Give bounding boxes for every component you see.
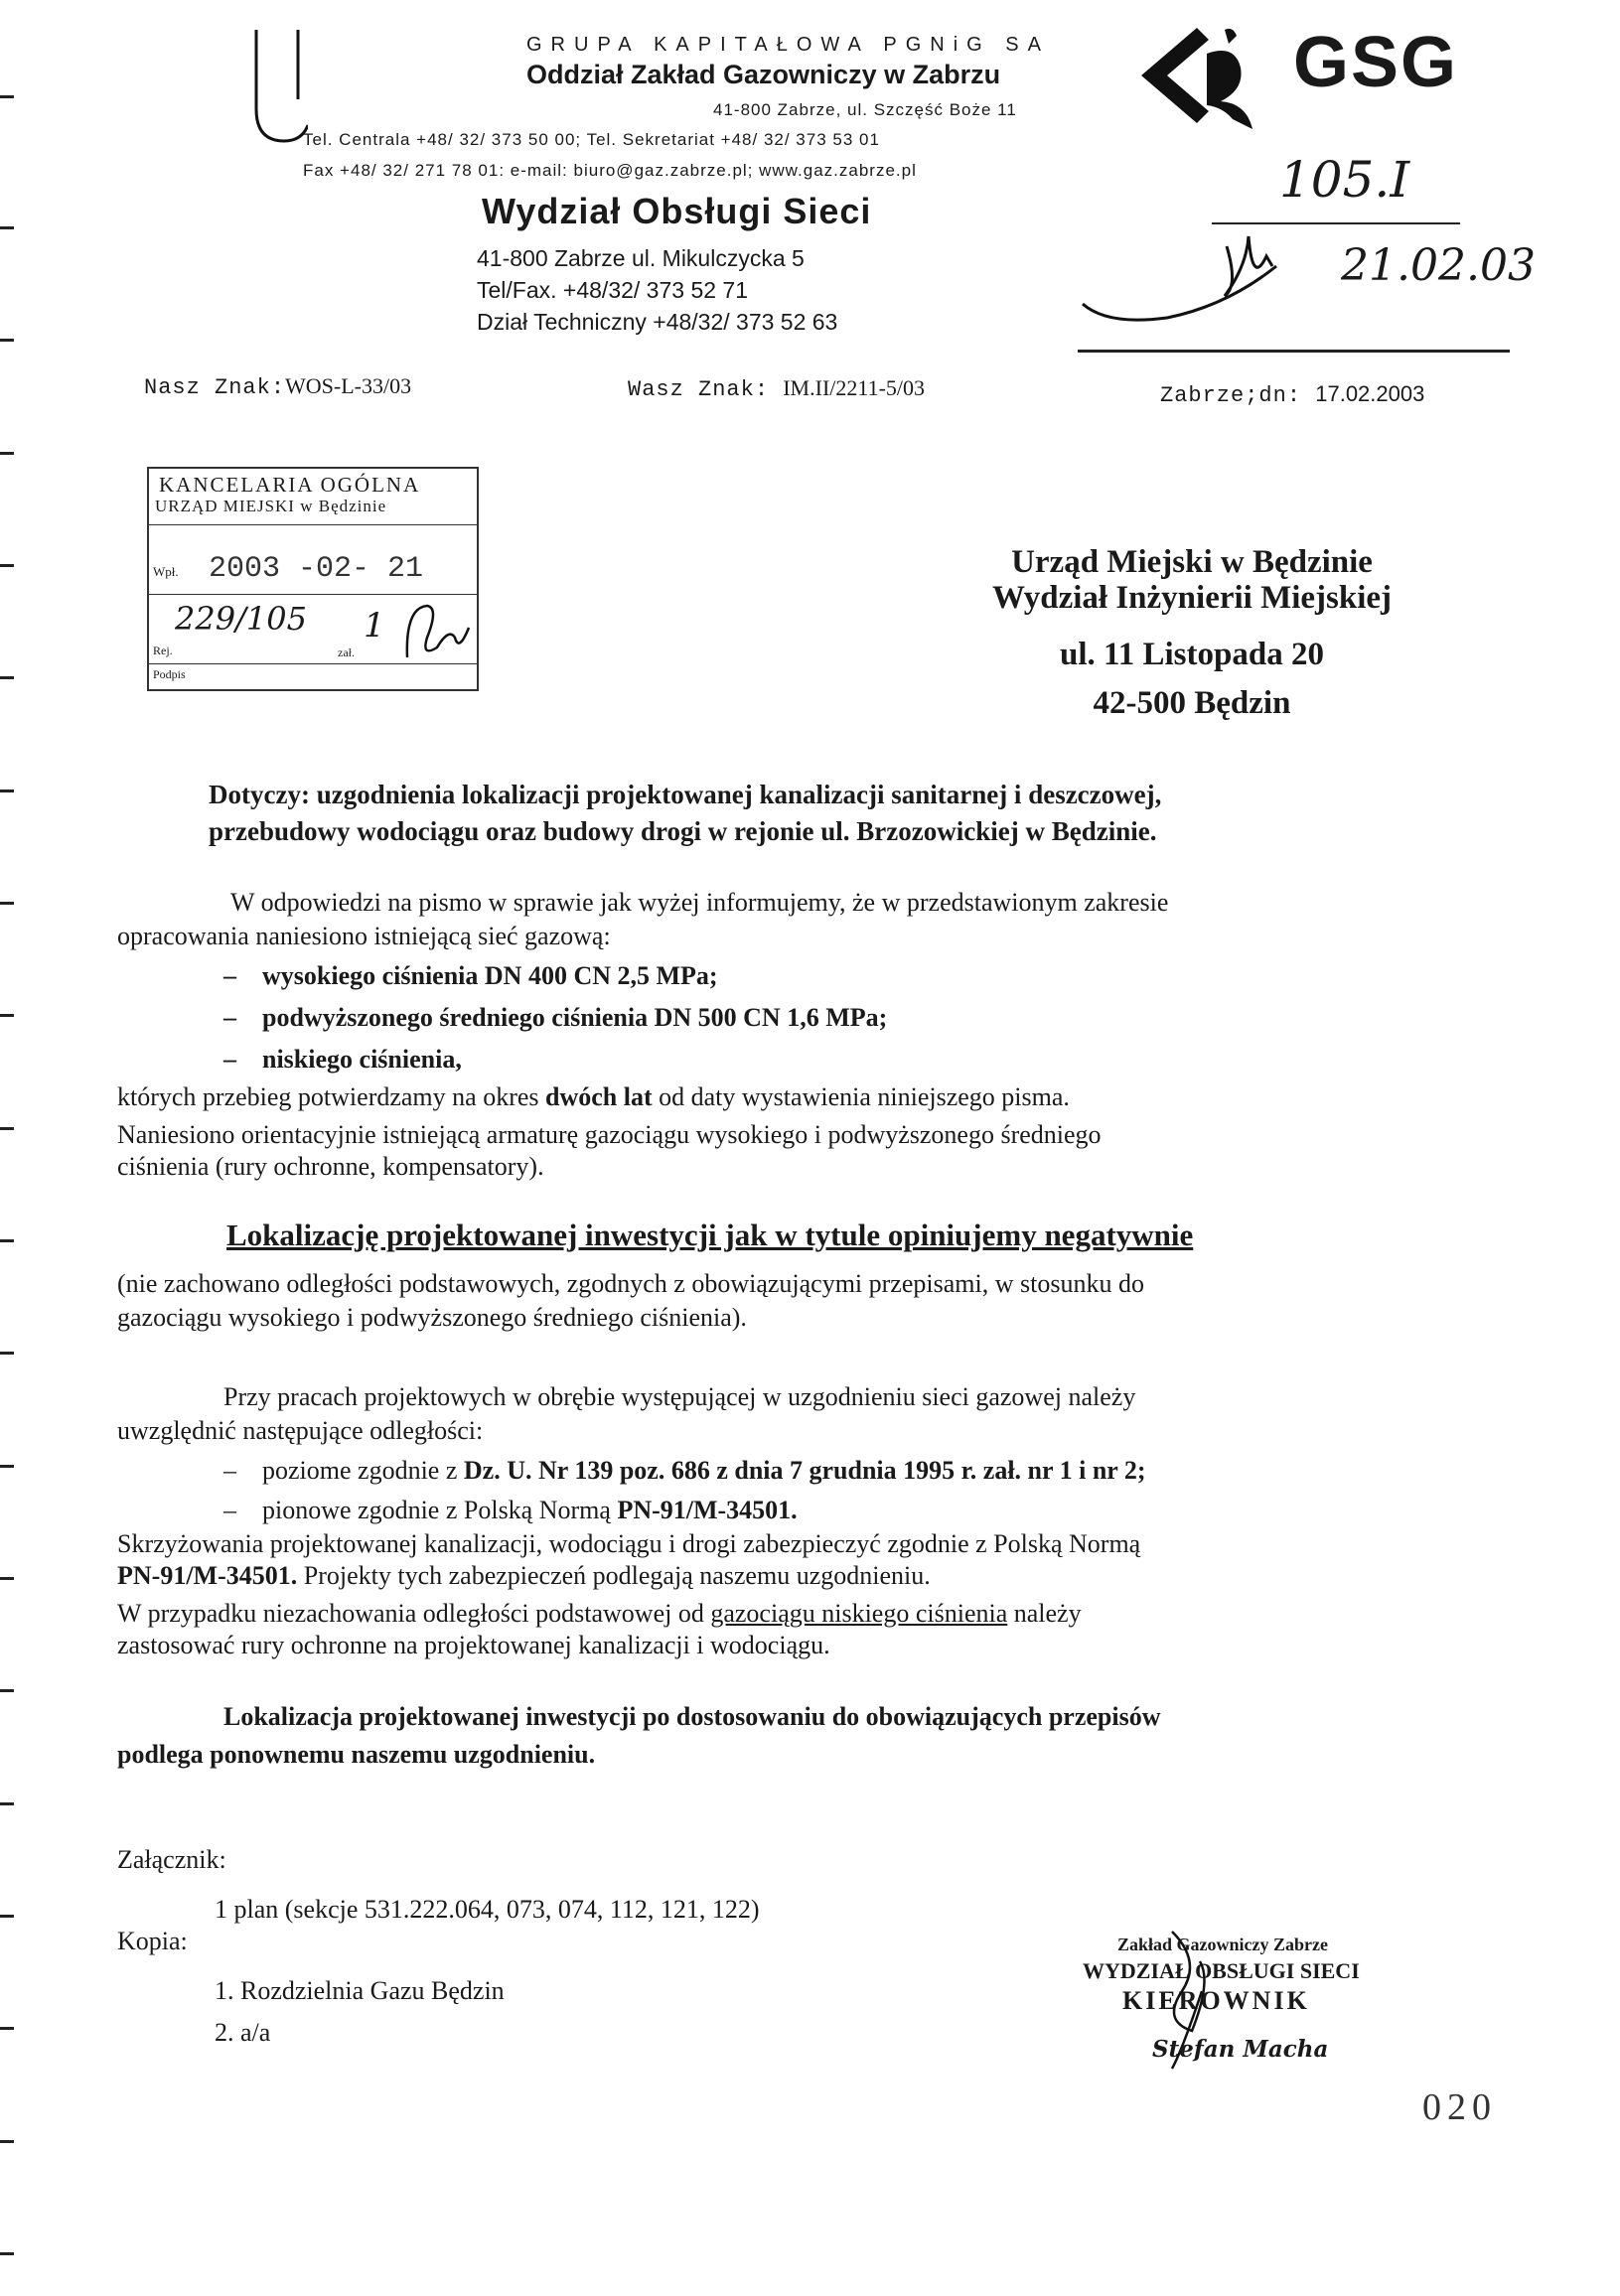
header-signature-scribble (1078, 226, 1306, 336)
recipient-street: ul. 11 Listopada 20 (1060, 637, 1324, 672)
final-statement-line1: Lokalizacja projektowanej inwestycji po dostosowaniu do obowiązujących przepisów (223, 1702, 1161, 1731)
our-ref (144, 373, 411, 400)
negative-opinion: Lokalizację projektowanej inwestycji jak w tytule opiniujemy negatywnie (226, 1218, 1194, 1252)
para5-line2: PN-91/M-34501. Projekty tych zabezpieczeń podlegają naszemu uzgodnieniu. (117, 1561, 931, 1590)
stamp-ref-value: 229/105 (175, 600, 307, 638)
stamp-date: 2003 -02- 21 (209, 552, 424, 586)
subject-line-1: Dotyczy: uzgodnienia lokalizacji projektowanej kanalizacji sanitarnej i deszczowej, (209, 780, 1162, 809)
your-ref (628, 375, 925, 402)
stamp-zal-value: 1 (364, 606, 385, 646)
attachment-label: Załącznik: (117, 1845, 226, 1874)
para6-line1: W przypadku niezachowania odległości podstawowej od gazociągu niskiego ciśnienia należy (117, 1599, 1082, 1628)
your-ref-label: Wasz Znak: (628, 377, 770, 402)
list2-item-2: – pionowe zgodnie z Polską Normą PN-91/M-34501. (223, 1496, 798, 1524)
list1-item-1: – wysokiego ciśnienia DN 400 CN 2,5 MPa; (223, 961, 718, 990)
letter-date-label: Zabrze;dn: (1160, 383, 1302, 408)
para1-line2: opracowania naniesiono istniejącą sieć gazową: (117, 922, 611, 950)
negative-reason-line1: (nie zachowano odległości podstawowych, zgodnych z obowiązującymi przepisami, w stosunku do (117, 1269, 1144, 1298)
handwritten-number: 105.I (1279, 151, 1410, 209)
subject-line-2: przebudowy wodociągu oraz budowy drogi w rejonie ul. Brzozowickiej w Będzinie. (209, 816, 1157, 846)
para4-line1: Przy pracach projektowych w obrębie występującej w uzgodnieniu sieci gazowej należy (223, 1382, 1136, 1411)
header-rule (1078, 350, 1510, 353)
attachment-item: 1 plan (sekcje 531.222.064, 073, 074, 112, 121, 122) (215, 1895, 760, 1924)
your-ref-value: IM.II/2211-5/03 (783, 375, 926, 400)
stamp-institution: URZĄD MIEJSKI w Będzinie (155, 497, 387, 515)
department-name: Wydział Obsługi Sieci (482, 191, 872, 231)
our-ref-label: Nasz Znak: (144, 375, 286, 400)
branch-name: Oddział Zakład Gazowniczy w Zabrzu (526, 60, 1001, 89)
list1-item-2: – podwyższonego średniego ciśnienia DN 500 CN 1,6 MPa; (223, 1003, 888, 1032)
recipient-city: 42-500 Będzin (1093, 685, 1291, 721)
letter-date-value: 17.02.2003 (1315, 381, 1425, 406)
para2: których przebieg potwierdzamy na okres dwóch lat od daty wystawienia niniejszego pisma. (117, 1082, 1070, 1111)
signature-stamp-name: Stefan Macha (1152, 2036, 1329, 2063)
our-ref-value: WOS-L-33/03 (285, 373, 412, 398)
para1-line1: W odpowiedzi na pismo w sprawie jak wyżej informujemy, że w przedstawionym zakresie (230, 888, 1169, 917)
copy-item-2: 2. a/a (215, 2018, 271, 2047)
stamp-podpis-label: Podpis (153, 667, 186, 681)
stamp-initials (397, 598, 473, 667)
para4-line2: uwzględnić następujące odległości: (117, 1416, 484, 1445)
list1-item-3: – niskiego ciśnienia, (223, 1045, 462, 1074)
branch-fax-email: Fax +48/ 32/ 271 78 01: e-mail: biuro@gaz.zabrze.pl; www.gaz.zabrze.pl (303, 161, 917, 180)
page-number: 020 (1422, 2086, 1497, 2128)
copy-label: Kopia: (117, 1927, 188, 1955)
department-telfax: Tel/Fax. +48/32/ 373 52 71 (477, 277, 749, 303)
handwritten-date: 21.02.03 (1341, 240, 1536, 291)
header-short-rule (1212, 222, 1460, 224)
stamp-zal-label: zał. (338, 646, 355, 659)
stamp-ref-label: Rej. (153, 644, 173, 657)
letter-date (1160, 381, 1424, 408)
group-name: GRUPA KAPITAŁOWA PGNiG SA (526, 34, 1050, 56)
signature-stamp-company: Zakład Gazowniczy Zabrze (1117, 1935, 1328, 1954)
department-technical: Dział Techniczny +48/32/ 373 52 63 (477, 309, 838, 335)
department-address: 41-800 Zabrze ul. Mikulczycka 5 (477, 245, 805, 271)
stamp-office: KANCELARIA OGÓLNA (159, 473, 421, 497)
gsg-logo-text: GSG (1293, 23, 1459, 102)
stamp-wpl-label: Wpł. (153, 564, 179, 579)
para5-line1: Skrzyżowania projektowanej kanalizacji, wodociągu i drogi zabezpieczyć zgodnie z Polską Normą (117, 1529, 1141, 1558)
branch-address: 41-800 Zabrze, ul. Szczęść Boże 11 (713, 100, 1017, 119)
signature-stamp-department: WYDZIAŁ OBSŁUGI SIECI (1083, 1958, 1360, 1983)
para3-line1: Naniesiono orientacyjnie istniejącą armaturę gazociągu wysokiego i podwyższonego średniego (117, 1120, 1102, 1149)
recipient-department: Wydział Inżynierii Miejskiej (991, 580, 1393, 616)
branch-phones: Tel. Centrala +48/ 32/ 373 50 00; Tel. Sekretariat +48/ 32/ 373 53 01 (303, 130, 880, 149)
list2-item-1: – poziome zgodnie z Dz. U. Nr 139 poz. 686 z dnia 7 grudnia 1995 r. zał. nr 1 i nr 2; (223, 1456, 1146, 1485)
company-u-logo (248, 30, 308, 149)
recipient-name: Urząd Miejski w Będzinie (1011, 544, 1373, 580)
final-statement-line2: podlega ponownemu naszemu uzgodnieniu. (117, 1740, 596, 1769)
registry-stamp (147, 467, 479, 691)
signature-stamp-title: KIEROWNIK (1122, 1986, 1310, 2015)
negative-reason-line2: gazociągu wysokiego i podwyższonego średniego ciśnienia). (117, 1303, 747, 1332)
copy-item-1: 1. Rozdzielnia Gazu Będzin (215, 1976, 505, 2005)
para6-line2: zastosować rury ochronne na projektowanej kanalizacji i wodociągu. (117, 1631, 830, 1659)
gsg-logo-icon (1137, 24, 1266, 135)
para3-line2: ciśnienia (rury ochronne, kompensatory). (117, 1152, 544, 1181)
